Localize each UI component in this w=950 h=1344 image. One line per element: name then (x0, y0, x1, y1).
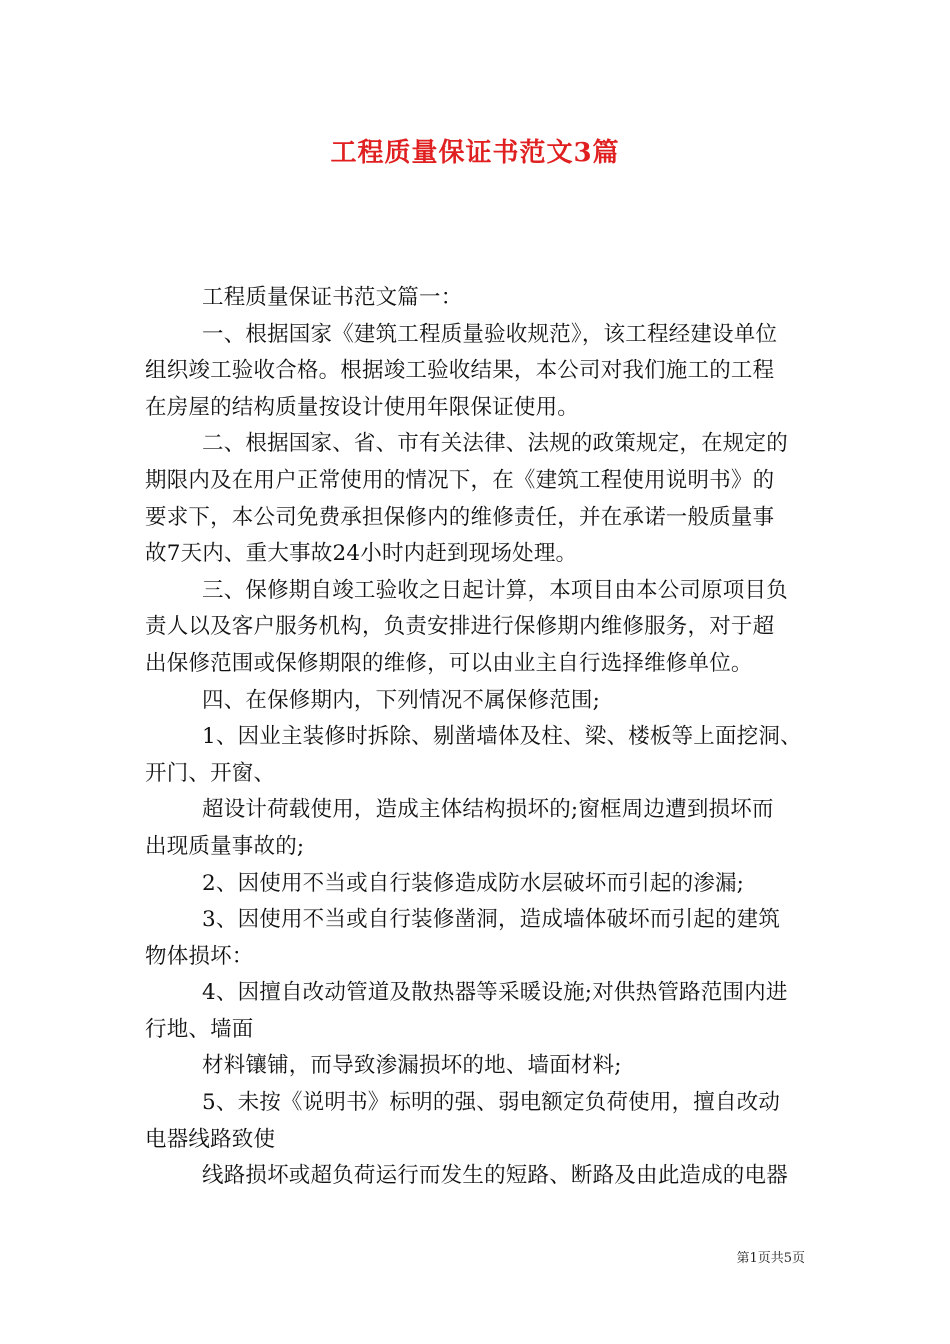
paragraph-line: 期限内及在用户正常使用的情况下，在《建筑工程使用说明书》的 (145, 467, 775, 493)
paragraph-line: 组织竣工验收合格。根据竣工验收结果，本公司对我们施工的工程 (145, 358, 775, 384)
paragraph-line: 四、在保修期内，下列情况不属保修范围; (202, 687, 601, 713)
section-heading: 工程质量保证书范文篇一： (202, 285, 463, 310)
paragraph-line: 故7天内、重大事故24小时内赶到现场处理。 (145, 541, 578, 567)
paragraph-line: 一、根据国家《建筑工程质量验收规范》，该工程经建设单位 (202, 321, 778, 347)
list-item-line: 出现质量事故的; (145, 833, 305, 859)
paragraph-line: 要求下，本公司免费承担保修内的维修责任，并在承诺一般质量事 (145, 504, 775, 530)
list-item-line: 开门、开窗、 (145, 760, 276, 786)
paragraph-line: 二、根据国家、省、市有关法律、法规的政策规定，在规定的 (202, 431, 788, 457)
list-item-line: 3、因使用不当或自行装修凿洞，造成墙体破坏而引起的建筑 (202, 907, 781, 933)
paragraph-line: 责人以及客户服务机构，负责安排进行保修期内维修服务，对于超 (145, 614, 775, 640)
document-body (145, 280, 810, 1195)
list-item-line: 电器线路致使 (145, 1126, 276, 1152)
list-item-line: 材料镶铺，而导致渗漏损坏的地、墙面材料; (202, 1053, 622, 1079)
list-item-line: 超设计荷载使用，造成主体结构损坏的;窗框周边遭到损坏而 (202, 797, 774, 823)
list-item-line: 行地、墙面 (145, 1016, 254, 1042)
paragraph-line: 在房屋的结构质量按设计使用年限保证使用。 (145, 394, 580, 420)
list-item-line: 1、因业主装修时拆除、剔凿墙体及柱、梁、楼板等上面挖洞、 (202, 724, 802, 750)
paragraph-line: 出保修范围或保修期限的维修，可以由业主自行选择维修单位。 (145, 650, 753, 676)
page-number-footer: 第1页共5页 (736, 1251, 805, 1266)
paragraph-line: 三、保修期自竣工验收之日起计算，本项目由本公司原项目负 (202, 577, 788, 603)
list-item-line: 物体损坏： (145, 943, 254, 969)
list-item-line: 4、因擅自改动管道及散热器等采暖设施;对供热管路范围内进 (202, 980, 788, 1006)
list-item-line: 2、因使用不当或自行装修造成防水层破坏而引起的渗漏; (202, 870, 745, 896)
list-item-line: 线路损坏或超负荷运行而发生的短路、断路及由此造成的电器 (202, 1163, 788, 1189)
document-title: 工程质量保证书范文3篇 (330, 138, 620, 168)
list-item-line: 5、未按《说明书》标明的强、弱电额定负荷使用，擅自改动 (202, 1090, 781, 1116)
